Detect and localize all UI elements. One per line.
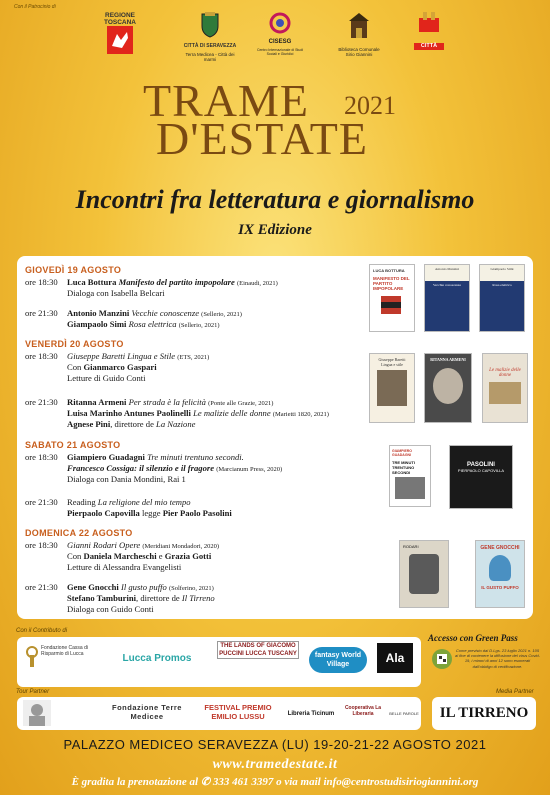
media-partner-box xyxy=(432,697,536,730)
can-illustration-icon xyxy=(378,294,404,316)
book-cover-bottura: LUCA BOTTURA MANIFESTO DEL PARTITO IMPOPOLARE xyxy=(369,264,415,332)
book-cover-gnocchi: GENE GNOCCHI IL GUSTO PUFFO xyxy=(475,540,525,608)
day-heading: GIOVEDÌ 19 AGOSTO xyxy=(25,265,122,275)
green-pass-text: Come previsto dal D.Lgs. 23 luglio 2021 n. 105 al fine di contenere la diffusione del virus Covid-19, i minori di anni 12 sono esonerati dall'obbligo di certificazione. xyxy=(455,648,540,669)
book-cover-manzini: Antonio Manzini Vecchie conoscenze xyxy=(424,264,470,332)
il-tirreno-logo: IL TIRRENO xyxy=(439,705,529,721)
lucca-puccini-logo: THE LANDS OF GIACOMO PUCCINI LUCCA TUSCANY xyxy=(217,641,299,659)
day-heading: DOMENICA 22 AGOSTO xyxy=(25,528,133,538)
phone-icon: ✆ xyxy=(200,776,211,788)
tower-icon xyxy=(417,12,441,38)
crl-mark-icon xyxy=(25,645,39,667)
biblioteca-logo: Biblioteca Comunale Sirio Giannini xyxy=(334,12,384,60)
fondazione-crl-logo: Fondazione Cassa di Risparmio di Lucca xyxy=(23,645,111,657)
coat-of-arms-icon xyxy=(200,12,220,38)
title-year: 2021 xyxy=(344,91,396,120)
booking-phone[interactable]: 333 461 3397 xyxy=(212,776,274,788)
book-cover-guadagni: GIAMPIERO GUADAGNI TRE MINUTI TRENTUNO SECONDI xyxy=(389,445,431,507)
luccapromos-logo: Lucca Promos xyxy=(122,653,192,664)
book-cover-baretti: Giuseppe Baretti Lingua e stile xyxy=(369,353,415,423)
event-5: ore 18:30 Giampiero Guadagni Tre minuti trentuno secondi. Francesco Cossiga: il silenzio e il fragore (Marcianum Press, 2020) Dialoga con Dania Mondini, Rai 1 xyxy=(25,452,283,484)
day-heading: SABATO 21 AGOSTO xyxy=(25,440,121,450)
seravezza-logo: CITTÀ DI SERAVEZZA Terra Medicea - Città dei marmi xyxy=(180,12,240,60)
website-link[interactable]: www.tramedestate.it xyxy=(212,757,338,772)
partners-row xyxy=(17,697,421,730)
book-cover-rodari: RODARI xyxy=(399,540,449,608)
pegasus-icon xyxy=(107,26,133,54)
event-4: ore 21:30 Ritanna Armeni Per strada è la felicità (Ponte alle Grazie, 2021) Luisa Marinho Antunes Paolinelli Le malizie delle donne (Marietti 1820, 2021) Agnese Pini, direttore de La Nazione xyxy=(25,397,329,429)
contributors-row xyxy=(17,637,421,687)
subtitle: Incontri fra letteratura e giornalismo xyxy=(75,185,475,214)
title-trame: TRAME xyxy=(143,75,309,126)
la-liberaria-logo: Cooperativa La Liberaria xyxy=(344,705,382,717)
event-7: ore 18:30 Gianni Rodari Opere (Meridiani Mondadori, 2020) Con Daniela Marcheschi e Grazia Gotti Letture di Alessandra Evangelisti xyxy=(25,540,220,572)
edition: IX Edizione xyxy=(238,222,312,238)
partners-label: Tour Partner xyxy=(16,689,50,695)
premio-lussu-logo: FESTIVAL PREMIO EMILIO LUSSU xyxy=(204,703,272,721)
day-heading: VENERDÌ 20 AGOSTO xyxy=(25,339,124,349)
booking-line: È gradita la prenotazione al ✆ 333 461 3397 o via mail info@centrostudisiriogiannini.org xyxy=(71,776,479,788)
event-3: ore 18:30 Giuseppe Baretti Lingua e Stile (ETS, 2021) Con Gianmarco Gaspari Letture di Guido Conti xyxy=(25,351,210,383)
portrait-icon xyxy=(23,700,51,726)
book-cover-armeni: RITANNA ARMENI xyxy=(424,353,472,423)
event-1: ore 18:30 Luca Bottura Manifesto del partito impopolare (Einaudi, 2021) Dialoga con Isabella Belcari xyxy=(25,277,278,298)
library-building-icon xyxy=(348,12,370,40)
green-pass-title: Accesso con Green Pass xyxy=(428,633,518,643)
patronage-label: Con il Patrocinio di xyxy=(14,4,56,10)
terre-medicee-logo: Fondazione Terre Medicee xyxy=(112,703,182,721)
contributors-label: Con il Contributo di xyxy=(16,628,68,634)
event-8: ore 21:30 Gene Gnocchi Il gusto puffo (Solferino, 2021) Stefano Tamburini, direttore de Il Tirreno Dialoga con Guido Conti xyxy=(25,582,215,614)
event-6: ore 21:30 Reading La religione del mio tempo Pierpaolo Capovilla legge Pier Paolo Pasolini xyxy=(25,497,232,518)
regione-toscana-logo: REGIONE TOSCANA xyxy=(100,12,140,60)
libreria-ticinum-logo: Libreria Ticinum xyxy=(287,711,335,717)
green-pass-qr-icon xyxy=(431,648,453,670)
media-label: Media Partner xyxy=(496,689,534,695)
book-cover-malizie: Le malizie delle donne xyxy=(482,353,528,423)
cisesg-mark-icon xyxy=(269,12,291,34)
citta-logo: CITTÀ xyxy=(414,12,444,60)
title-destate: D'ESTATE xyxy=(156,113,368,164)
book-cover-simi: Giampaolo Simi Rosa elettrica xyxy=(479,264,525,332)
fantasy-world-logo: fantasy World Village xyxy=(309,647,367,673)
program-panel xyxy=(17,256,533,619)
ala-logo: Ala xyxy=(377,643,413,673)
book-cover-pasolini: PASOLINI PIERPAOLO CAPOVILLA xyxy=(449,445,513,509)
booking-email[interactable]: info@centrostudisiriogiannini.org xyxy=(323,776,479,788)
belle-parole-logo: BELLE PAROLE xyxy=(389,711,419,716)
venue-dates: PALAZZO MEDICEO SERAVEZZA (LU) 19-20-21-22 AGOSTO 2021 xyxy=(63,737,487,752)
event-2: ore 21:30 Antonio Manzini Vecchie conoscenze (Sellerio, 2021) Giampaolo Simi Rosa elettrica (Sellerio, 2021) xyxy=(25,308,242,329)
cisesg-logo: CISESG Centro Internazionale di Studi Sociali e Giuridici xyxy=(256,12,304,60)
